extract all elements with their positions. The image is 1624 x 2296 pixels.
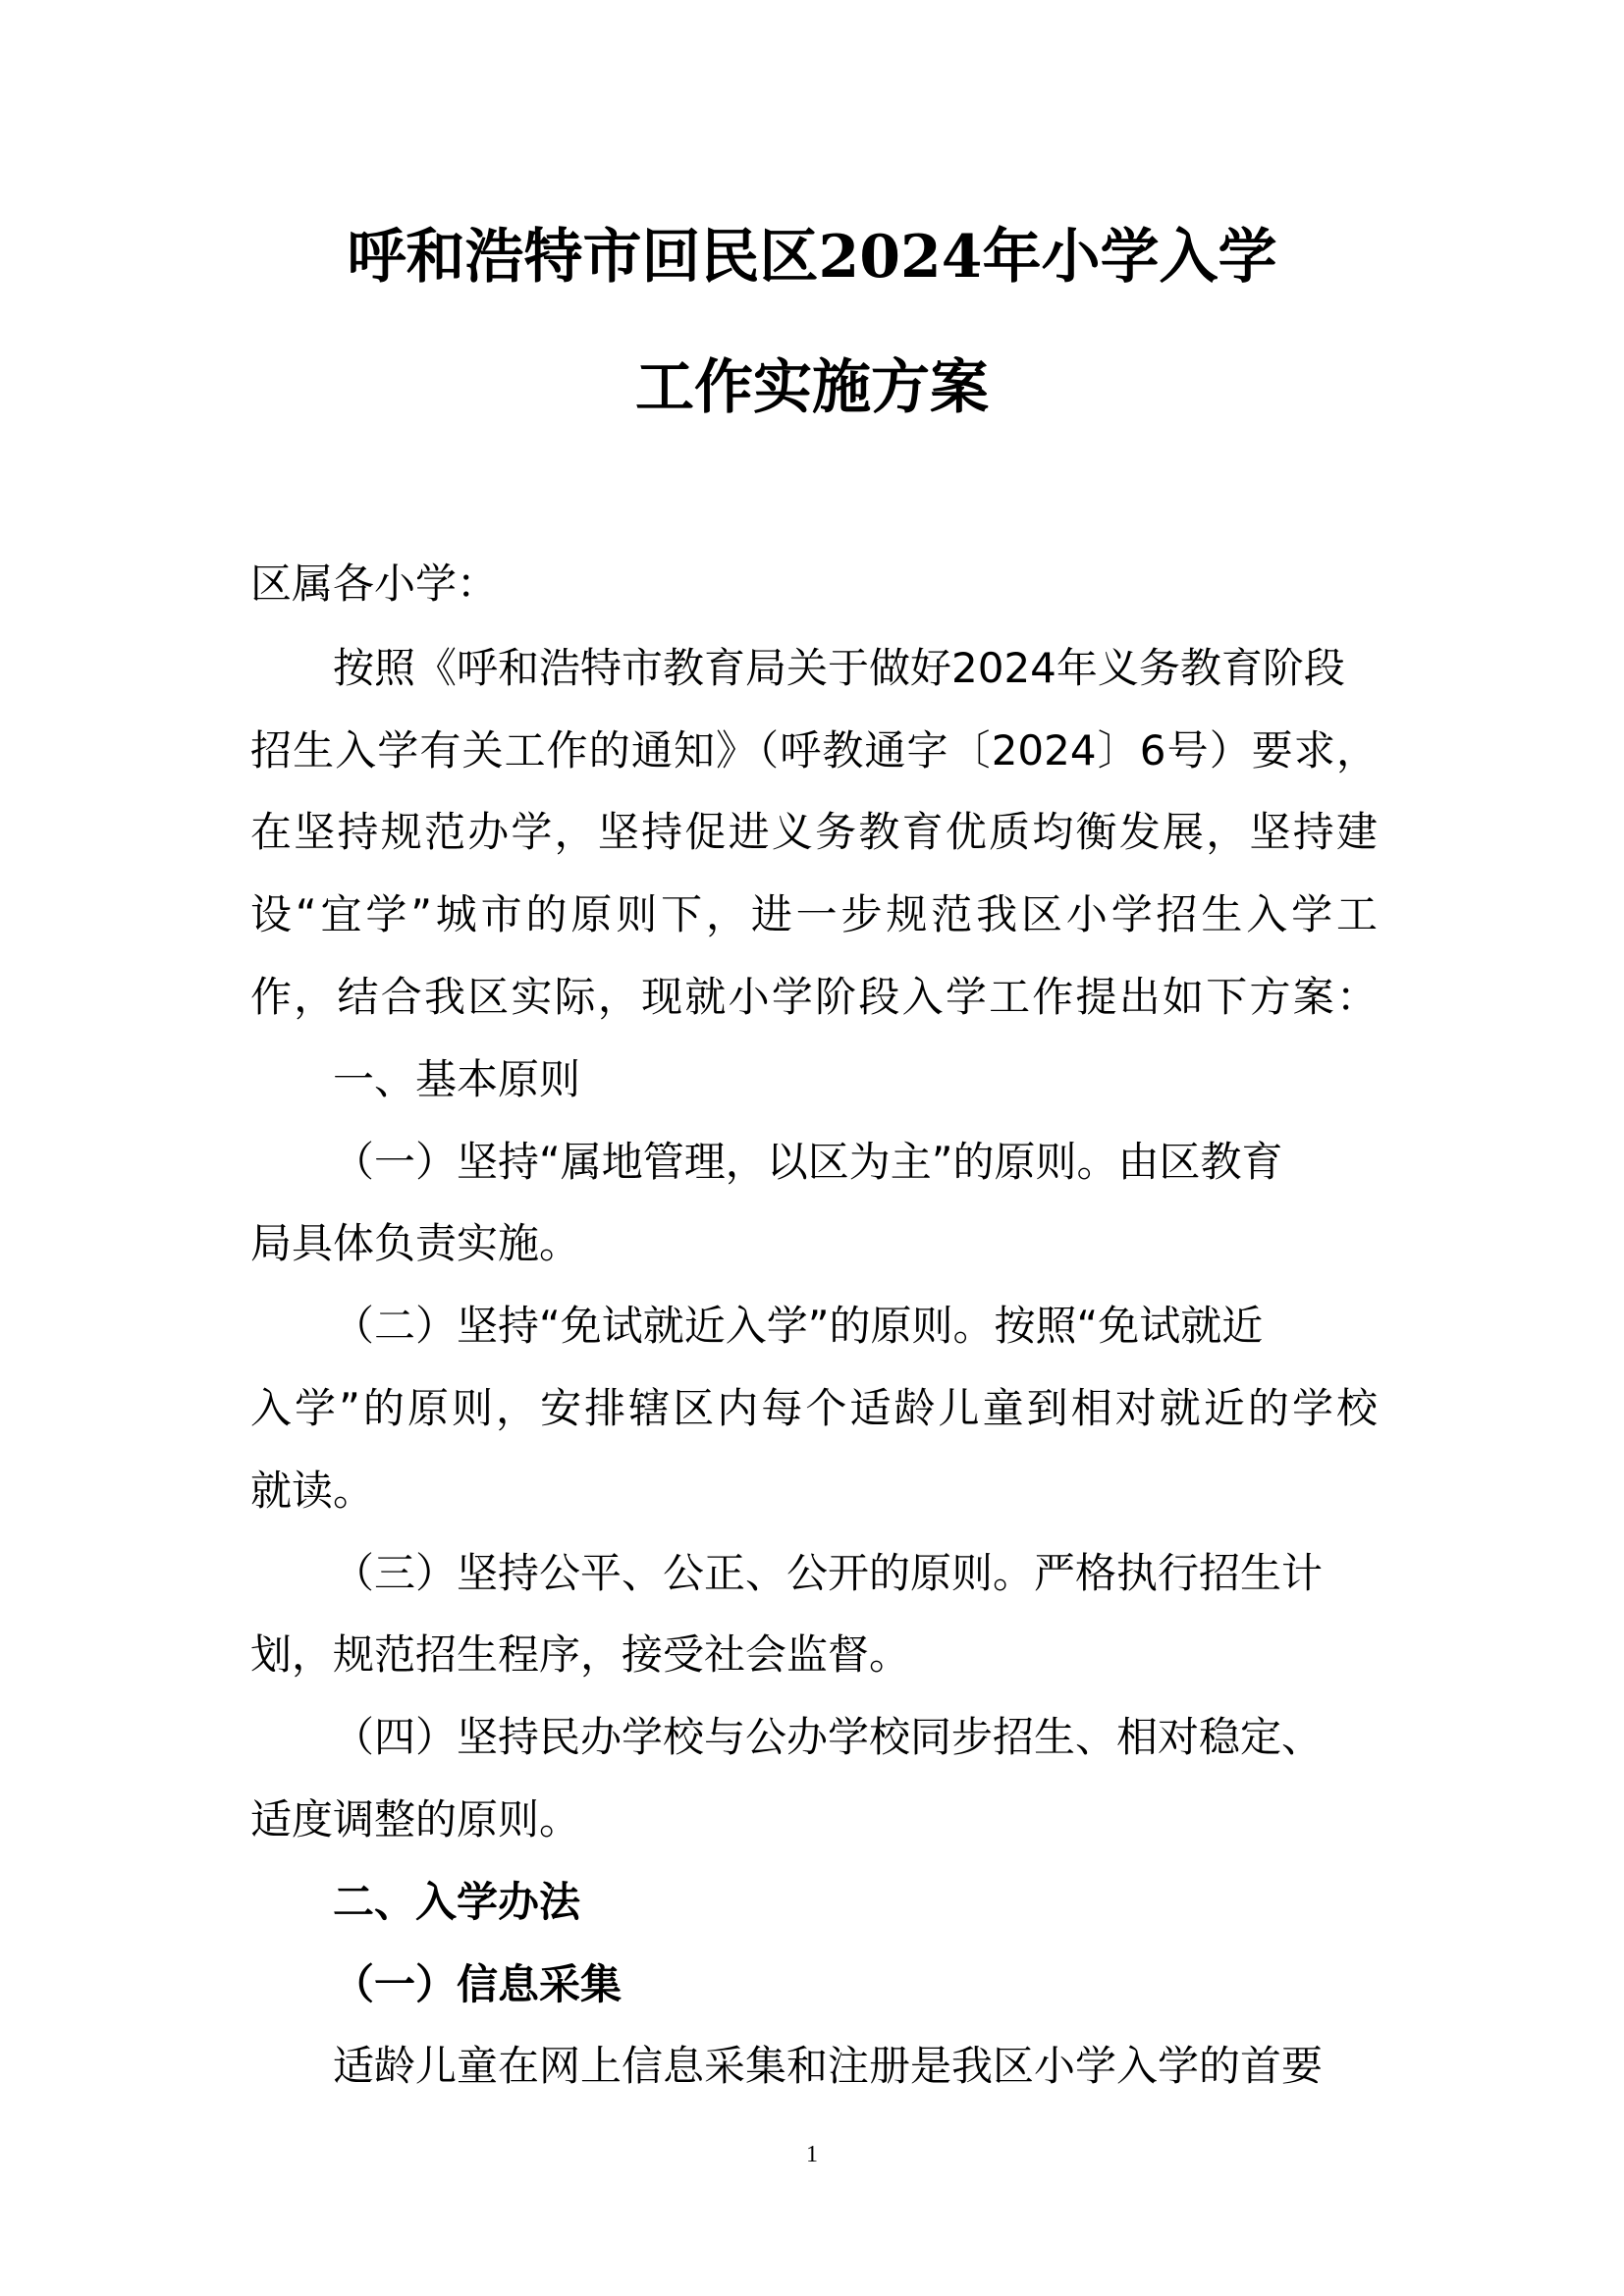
principle-4-line-2: 适度调整的原则。 bbox=[250, 1795, 581, 1843]
principle-2-line-3: 就读。 bbox=[250, 1467, 375, 1515]
principle-1-line-1: （一）坚持“属地管理，以区为主”的原则。由区教育 bbox=[333, 1138, 1283, 1186]
principle-4-line-1: （四）坚持民办学校与公办学校同步招生、相对稳定、 bbox=[333, 1713, 1324, 1761]
section-2-paragraph-line-1: 适龄儿童在网上信息采集和注册是我区小学入学的首要 bbox=[333, 2042, 1324, 2090]
page-number: 1 bbox=[806, 2142, 818, 2167]
intro-line-1: 按照《呼和浩特市教育局关于做好2024年义务教育阶段 bbox=[333, 644, 1345, 692]
document-title-line-2: 工作实施方案 bbox=[635, 353, 989, 422]
intro-line-3: 在坚持规范办学，坚持促进义务教育优质均衡发展，坚持建 bbox=[250, 808, 1378, 856]
section-2-heading: 二、入学办法 bbox=[333, 1878, 581, 1926]
section-1-heading: 一、基本原则 bbox=[333, 1055, 581, 1103]
intro-line-5: 作，结合我区实际，现就小学阶段入学工作提出如下方案： bbox=[250, 973, 1378, 1021]
intro-line-2: 招生入学有关工作的通知》（呼教通字〔2024〕6号）要求， bbox=[250, 726, 1378, 774]
principle-1-line-2: 局具体负责实施。 bbox=[250, 1219, 581, 1267]
principle-2-line-2: 入学”的原则，安排辖区内每个适龄儿童到相对就近的学校 bbox=[250, 1384, 1378, 1432]
document-title-line-1: 呼和浩特市回民区2024年小学入学 bbox=[347, 223, 1277, 292]
principle-2-line-1: （二）坚持“免试就近入学”的原则。按照“免试就近 bbox=[333, 1302, 1264, 1350]
intro-line-4: 设“宜学”城市的原则下，进一步规范我区小学招生入学工 bbox=[250, 890, 1378, 938]
salutation: 区属各小学： bbox=[250, 560, 499, 608]
principle-3-line-1: （三）坚持公平、公正、公开的原则。严格执行招生计 bbox=[333, 1549, 1324, 1597]
principle-3-line-2: 划，规范招生程序，接受社会监督。 bbox=[250, 1630, 911, 1679]
section-2-subheading: （一）信息采集 bbox=[333, 1960, 623, 2008]
